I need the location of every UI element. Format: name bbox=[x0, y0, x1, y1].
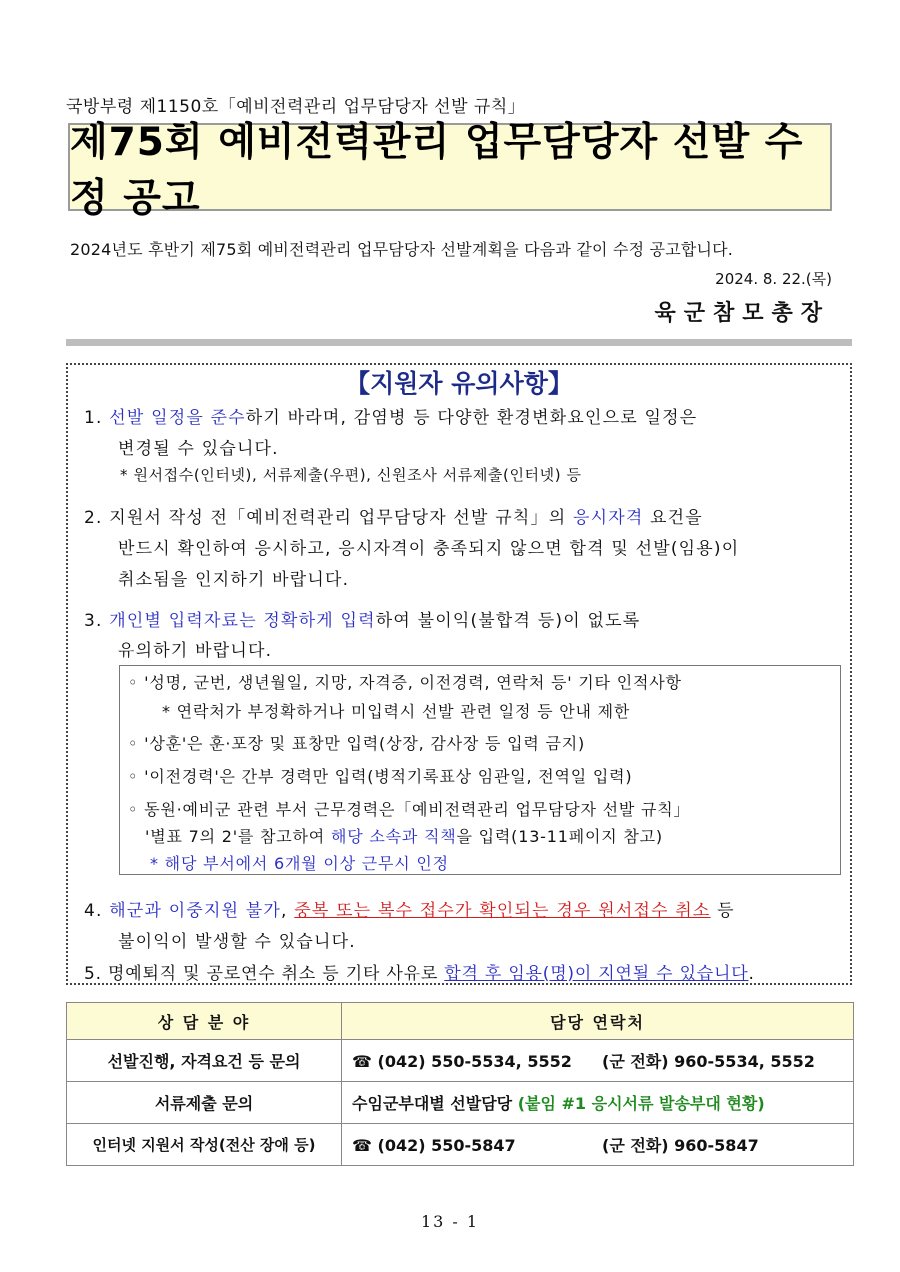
row-contact bbox=[342, 1124, 854, 1166]
note-3-b4-post: 을 입력(13-11페이지 참고) bbox=[456, 827, 663, 846]
note-3-bullet-4-line-2 bbox=[145, 824, 663, 847]
note-1-text: 하기 바라며, 감염병 등 다양한 환경변화요인으로 일정은 bbox=[245, 408, 698, 428]
header-field: 상 담 분 야 bbox=[67, 1003, 342, 1040]
note-3-num: 3. bbox=[84, 611, 103, 631]
phone-icon: ☎ bbox=[352, 1136, 372, 1155]
note-4-num: 4. bbox=[84, 901, 103, 921]
contact-note: (붙임 #1 응시서류 발송부대 현황) bbox=[517, 1094, 765, 1113]
header-contact: 담당 연락처 bbox=[342, 1003, 854, 1040]
phone-icon: ☎ bbox=[352, 1052, 372, 1071]
section-divider bbox=[66, 339, 852, 346]
note-4-comma: , bbox=[281, 901, 295, 921]
row-contact bbox=[342, 1082, 854, 1124]
note-1-sub: * 원서접수(인터넷), 서류제출(우편), 신원조사 서류제출(인터넷) 등 bbox=[120, 466, 582, 484]
note-3-bullet-4: ◦ 동원·예비군 관련 부서 근무경력은「예비전력관리 업무담당자 선발 규칙」 bbox=[128, 800, 691, 819]
note-5-emphasis: 합격 후 임용(명)이 지연될 수 있습니다 bbox=[444, 964, 749, 984]
table-row bbox=[67, 1082, 854, 1124]
note-2-emphasis: 응시자격 bbox=[572, 508, 644, 528]
note-4-warning: 중복 또는 복수 접수가 확인되는 경우 원서접수 취소 bbox=[294, 901, 711, 921]
note-3-emphasis: 개인별 입력자료는 정확하게 입력 bbox=[109, 611, 376, 631]
military-phone: (군 전화) 960-5847 bbox=[602, 1136, 759, 1155]
note-4-post: 등 bbox=[710, 901, 735, 921]
signer: 육군참모총장 bbox=[654, 301, 830, 326]
note-4-line-1 bbox=[84, 896, 735, 921]
note-5-line-1 bbox=[84, 959, 755, 984]
note-2-pre: 지원서 작성 전「예비전력관리 업무담당자 선발 규칙」의 bbox=[109, 508, 573, 528]
note-2-post: 요건을 bbox=[643, 508, 703, 528]
note-2-line-1 bbox=[84, 503, 703, 528]
military-phone: (군 전화) 960-5534, 5552 bbox=[602, 1052, 815, 1071]
phone-number: (042) 550-5847 bbox=[377, 1136, 516, 1155]
note-2-num: 2. bbox=[84, 508, 103, 528]
note-3-bullet-2: ◦ '상훈'은 훈·포장 및 표창만 입력(상장, 감사장 등 입력 금지) bbox=[128, 734, 586, 753]
note-3-b4-emphasis: 해당 소속과 직책 bbox=[330, 827, 457, 846]
table-row bbox=[67, 1124, 854, 1166]
intro-text: 2024년도 후반기 제75회 예비전력관리 업무담당자 선발계획을 다음과 같이 수정 공고합니다. bbox=[70, 240, 734, 259]
note-3-bullet-3: ◦ '이전경력'은 간부 경력만 입력(병적기록표상 임관일, 전역일 입력) bbox=[128, 767, 633, 786]
note-3-bullet-1: ◦ '성명, 군번, 생년월일, 지망, 자격증, 이전경력, 연락처 등' 기타 인적사항 bbox=[128, 673, 682, 692]
note-1-line-1 bbox=[84, 403, 697, 428]
note-1-line-2: 변경될 수 있습니다. bbox=[118, 439, 279, 459]
title-box bbox=[68, 120, 832, 221]
note-3-bullet-4-sub: * 해당 부서에서 6개월 이상 근무시 인정 bbox=[150, 854, 449, 873]
contact-text: 수임군부대별 선발담당 bbox=[352, 1094, 513, 1113]
row-field: 서류제출 문의 bbox=[67, 1082, 342, 1124]
row-contact bbox=[342, 1040, 854, 1082]
note-3-line-1 bbox=[84, 606, 640, 631]
table-header-row bbox=[67, 1003, 854, 1040]
note-3-bullet-1-sub: * 연락처가 부정확하거나 미입력시 선발 관련 일정 등 안내 제한 bbox=[162, 702, 631, 721]
note-3-line-2: 유의하기 바랍니다. bbox=[118, 641, 273, 661]
note-1-num: 1. bbox=[84, 408, 103, 428]
note-5-pre: 명예퇴직 및 공로연수 취소 등 기타 사유로 bbox=[108, 964, 445, 984]
note-2-line-2: 반드시 확인하여 응시하고, 응시자격이 충족되지 않으면 합격 및 선발(임용)이 bbox=[118, 539, 740, 559]
note-2-line-3: 취소됨을 인지하기 바랍니다. bbox=[118, 570, 350, 590]
page-number: 13 - 1 bbox=[420, 1212, 480, 1231]
note-5-num: 5. bbox=[84, 964, 102, 984]
note-3-b4-pre: '별표 7의 2'를 참고하여 bbox=[145, 827, 331, 846]
phone-number: (042) 550-5534, 5552 bbox=[377, 1052, 572, 1071]
note-5-post: . bbox=[748, 964, 755, 984]
row-field: 인터넷 지원서 작성(전산 장애 등) bbox=[67, 1124, 342, 1166]
notes-heading: 【지원자 유의사항】 bbox=[345, 369, 573, 398]
note-4-line-2: 불이익이 발생할 수 있습니다. bbox=[118, 932, 356, 952]
contact-table bbox=[66, 1002, 854, 1166]
note-4-emphasis: 해군과 이중지원 불가 bbox=[109, 901, 282, 921]
regulation-line: 국방부령 제1150호「예비전력관리 업무담당자 선발 규칙」 bbox=[66, 97, 526, 117]
note-3-text: 하여 불이익(불합격 등)이 없도록 bbox=[375, 611, 641, 631]
note-1-emphasis: 선발 일정을 준수 bbox=[109, 408, 246, 428]
notice-date: 2024. 8. 22.(목) bbox=[715, 270, 832, 288]
page-title: 제75회 예비전력관리 업무담당자 선발 수정 공고 bbox=[70, 120, 804, 221]
row-field: 선발진행, 자격요건 등 문의 bbox=[67, 1040, 342, 1082]
table-row bbox=[67, 1040, 854, 1082]
